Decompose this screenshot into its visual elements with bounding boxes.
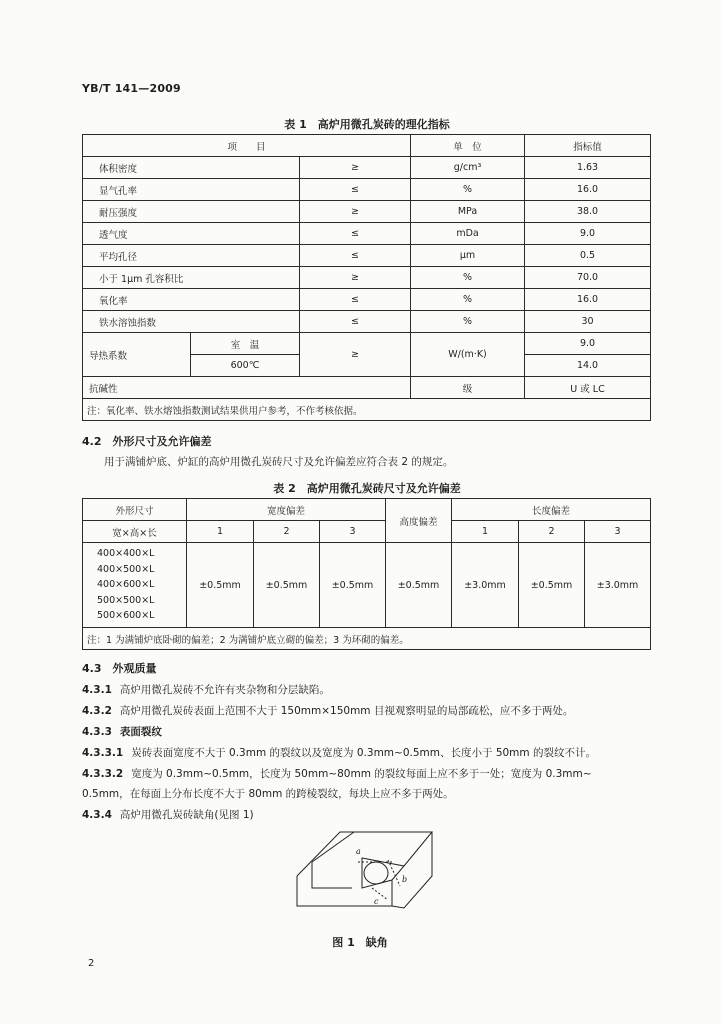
para-number: 4.3.4 (82, 809, 112, 821)
table-cell-unit: W/(m·K) (411, 333, 525, 377)
table2-subheader-row (83, 521, 651, 543)
table-cell-item: 耐压强度 (83, 201, 300, 223)
table-cell-op: ≥ (300, 201, 411, 223)
table2-header-row (83, 499, 651, 521)
table2-subcol: 1 (452, 521, 519, 543)
table-row (83, 377, 651, 399)
table2-note: 注：1 为满铺炉底卧砌的偏差；2 为满铺炉底立砌的偏差；3 为环砌的偏差。 (83, 628, 651, 650)
brick-step-lines (312, 832, 354, 888)
table-cell-height-dev: ±0.5mm (386, 543, 452, 628)
table-cell-subcondition: 600℃ (191, 355, 300, 377)
table2-subcol: 1 (187, 521, 254, 543)
table-row (83, 289, 651, 311)
table2-size-list (83, 543, 187, 628)
table-cell-value: 1.63 (525, 157, 651, 179)
table-cell-value: 9.0 (525, 223, 651, 245)
table2-caption: 表 2 高炉用微孔炭砖尺寸及允许偏差 (273, 482, 461, 495)
figure-corner-defect (292, 818, 442, 923)
page-number: 2 (88, 958, 95, 969)
para-4-3-3-1 (82, 745, 596, 760)
table1-header-value: 指标值 (525, 135, 651, 157)
table1-header-row (83, 135, 651, 157)
table-cell-value: 16.0 (525, 179, 651, 201)
table-cell-unit: MPa (411, 201, 525, 223)
table-cell-value: 0.5 (525, 245, 651, 267)
table1 (82, 134, 651, 421)
table-row (83, 157, 651, 179)
table1-note-row (83, 399, 651, 421)
table2-header-length: 长度偏差 (452, 499, 651, 521)
para-text: 高炉用微孔炭砖表面上范围不大于 150mm×150mm 目视观察明显的局部疏松，应不多于两处。 (119, 705, 574, 717)
table2-note-row (83, 628, 651, 650)
table-cell-length-dev: ±3.0mm (585, 543, 651, 628)
table-cell-op: ≤ (300, 179, 411, 201)
table-cell-length-dev: ±3.0mm (452, 543, 519, 628)
para-text: 炭砖表面宽度不大于 0.3mm 的裂纹以及宽度为 0.3mm~0.5mm、长度小于 50mm 的裂纹不计。 (131, 747, 596, 759)
para-4-3-2 (82, 703, 573, 718)
size-item: 500×500×L (97, 594, 155, 606)
table-cell-op: ≤ (300, 311, 411, 333)
table-cell-unit: μm (411, 245, 525, 267)
para-number: 4.3.1 (82, 684, 112, 696)
label-c: c (374, 897, 379, 906)
table-cell-op: ≤ (300, 245, 411, 267)
table-row (83, 267, 651, 289)
table-cell-width-dev: ±0.5mm (187, 543, 254, 628)
table-cell-width-dev: ±0.5mm (254, 543, 320, 628)
table-cell-unit: % (411, 289, 525, 311)
table2-header-width: 宽度偏差 (187, 499, 386, 521)
para-4-3-3-2-cont: 0.5mm，在每面上分布长度不大于 80mm 的跨棱裂纹，每块上应不多于两处。 (82, 788, 454, 800)
table-cell-unit: % (411, 311, 525, 333)
table1-note: 注：氧化率、铁水熔蚀指数测试结果供用户参考，不作考核依据。 (83, 399, 651, 421)
table-cell-value: 9.0 (525, 333, 651, 355)
para-4-3-4 (82, 807, 254, 822)
table-cell-item: 小于 1μm 孔容积比 (83, 267, 300, 289)
table-cell-value: 16.0 (525, 289, 651, 311)
table-row (83, 179, 651, 201)
para-4-3-3 (82, 724, 162, 739)
section-4-2-text: 用于满铺炉底、炉缸的高炉用微孔炭砖尺寸及允许偏差应符合表 2 的规定。 (104, 456, 454, 468)
table-cell-item: 体积密度 (83, 157, 300, 179)
figure-caption: 图 1 缺角 (332, 936, 388, 949)
table-cell-value: U 或 LC (525, 377, 651, 399)
table-cell-item: 显气孔率 (83, 179, 300, 201)
table-cell-width-dev: ±0.5mm (320, 543, 386, 628)
table-row (83, 333, 651, 355)
table1-header-item: 项 目 (83, 135, 411, 157)
table-cell-value: 38.0 (525, 201, 651, 223)
table2-header-size: 外形尺寸 (83, 499, 187, 521)
defect-ellipse (364, 862, 388, 884)
table-cell-item: 导热系数 (83, 333, 191, 377)
table-cell-item: 氧化率 (83, 289, 300, 311)
table-cell-item: 铁水溶蚀指数 (83, 311, 300, 333)
table-cell-unit: % (411, 179, 525, 201)
section-4-2-title: 4.2 外形尺寸及允许偏差 (82, 435, 212, 448)
table-cell-op: ≥ (300, 333, 411, 377)
brick-side-face (392, 832, 432, 908)
table-row (83, 311, 651, 333)
table-cell-value: 14.0 (525, 355, 651, 377)
table-cell-length-dev: ±0.5mm (519, 543, 585, 628)
section-4-3-title: 4.3 外观质量 (82, 662, 157, 675)
table2-subcol: 2 (254, 521, 320, 543)
table-row (83, 543, 651, 628)
table2-header-height: 高度偏差 (386, 499, 452, 543)
table-cell-item: 抗碱性 (83, 377, 411, 399)
size-item: 400×500×L (97, 563, 155, 575)
para-4-3-3-2 (82, 766, 592, 781)
dimension-lines (358, 860, 400, 900)
table-cell-unit: % (411, 267, 525, 289)
label-b: b (402, 875, 408, 884)
para-number: 4.3.3.1 (82, 747, 124, 759)
table-cell-op: ≥ (300, 267, 411, 289)
para-text: 高炉用微孔炭砖缺角(见图 1) (119, 809, 254, 821)
para-number: 4.3.3.2 (82, 768, 124, 780)
table-cell-value: 30 (525, 311, 651, 333)
size-item: 400×400×L (97, 548, 155, 560)
table-row (83, 223, 651, 245)
para-text: 宽度为 0.3mm~0.5mm，长度为 50mm~80mm 的裂纹每面上应不多于一处；宽度为 0.3mm~ (131, 768, 592, 780)
table-cell-op: ≤ (300, 289, 411, 311)
table1-caption: 表 1 高炉用微孔炭砖的理化指标 (284, 118, 450, 131)
para-number: 4.3.3 (82, 726, 112, 738)
table-cell-unit: 级 (411, 377, 525, 399)
table2-subcol: 3 (320, 521, 386, 543)
para-text: 表面裂纹 (119, 726, 162, 738)
table2-subcol: 3 (585, 521, 651, 543)
label-a: a (356, 847, 361, 856)
page-header: YB/T 141—2009 (82, 82, 181, 95)
table-cell-unit: mDa (411, 223, 525, 245)
table2-subcol: 2 (519, 521, 585, 543)
table-cell-item: 透气度 (83, 223, 300, 245)
para-4-3-1 (82, 682, 330, 697)
table-cell-op: ≤ (300, 223, 411, 245)
table1-header-unit: 单 位 (411, 135, 525, 157)
table-cell-item: 平均孔径 (83, 245, 300, 267)
para-text: 高炉用微孔炭砖不允许有夹杂物和分层缺陷。 (119, 684, 330, 696)
para-number: 4.3.2 (82, 705, 112, 717)
table2-header-size-sub: 宽×高×长 (83, 521, 187, 543)
table2 (82, 498, 651, 650)
table-row (83, 201, 651, 223)
size-item: 400×600×L (97, 579, 155, 591)
size-item: 500×600×L (97, 610, 155, 622)
table-cell-value: 70.0 (525, 267, 651, 289)
table-cell-unit: g/cm³ (411, 157, 525, 179)
table-row (83, 245, 651, 267)
table-cell-subcondition: 室 温 (191, 333, 300, 355)
table-cell-op: ≥ (300, 157, 411, 179)
